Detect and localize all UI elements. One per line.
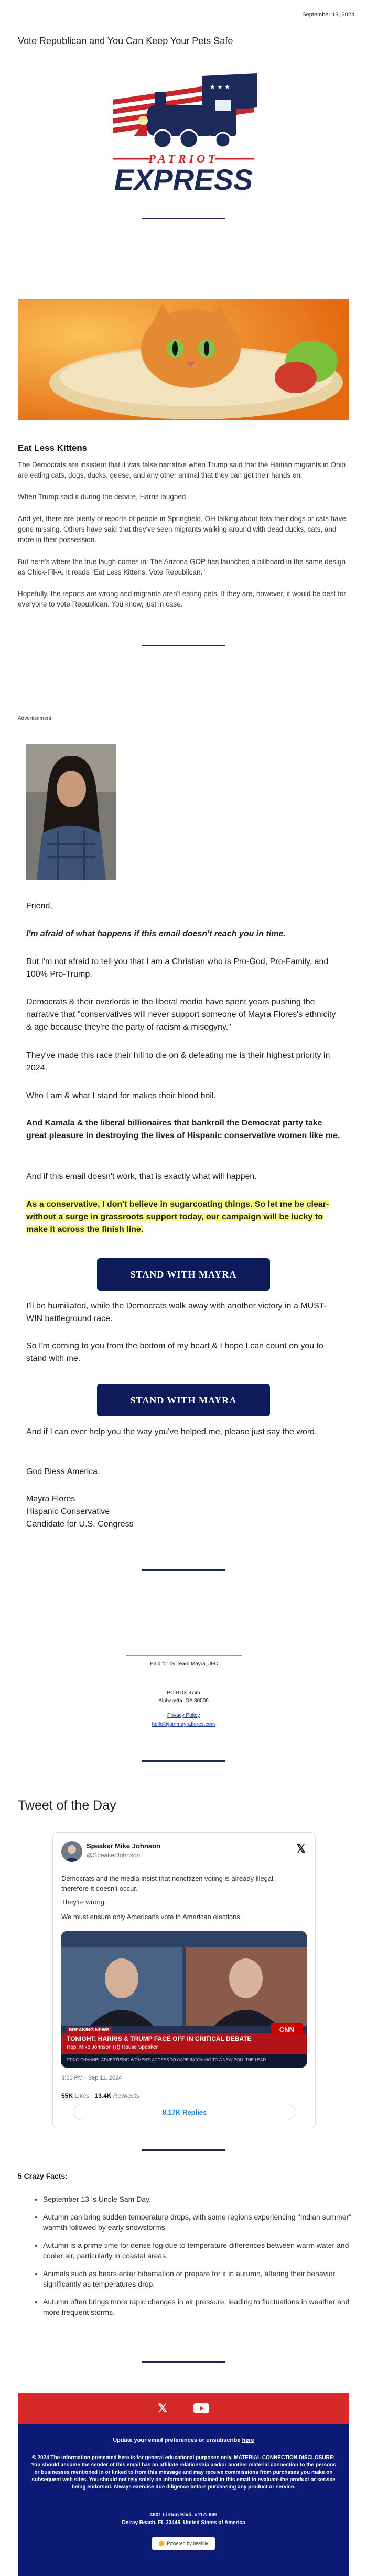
footer-address: 4801 Linton Blvd. #11A-636 — [149, 2512, 218, 2518]
letter-paragraph: So I'm coming to you from the bottom of my heart & I hope I can count on you to stand with me. — [26, 1341, 323, 1363]
article-paragraph: Hopefully, the reports are wrong and migrants aren't eating pets. If they are, however, it would be best for everyone to vote Republican. You know, just in case. — [18, 590, 346, 608]
signature-title: Candidate for U.S. Congress — [26, 1520, 134, 1529]
x-social-icon[interactable]: 𝕏 — [158, 2401, 167, 2415]
letter-paragraph: And if this email doesn't work, that is exactly what will happen. — [26, 1172, 257, 1181]
candidate-photo — [26, 744, 116, 880]
kitten-burrito-image — [18, 299, 349, 420]
list-item: • Autumn can bring sudden temperature drops, with some regions experiencing "Indian summer" warmth followed by early snowstorms. — [43, 2212, 363, 2233]
article-paragraph: And yet, there are plenty of reports of people in Springfield, OH talking about how their dogs or cats have gone missing. Others have said that they've seen migrants walking around with dead ducks, cats, and more in their possession. — [18, 515, 346, 544]
article-title: Eat Less Kittens — [18, 443, 88, 453]
divider — [142, 2361, 225, 2363]
x-logo-icon[interactable]: 𝕏 — [296, 1842, 306, 1855]
article-paragraph: The Democrats are insistent that it was false narrative when Trump said that the Haitian migrants in Ohio are eating cats, dogs, ducks, geese, and any other animal that they can get their hands on. — [18, 461, 346, 479]
svg-text:★ ★ ★: ★ ★ ★ — [210, 83, 230, 91]
highlighted-text: As a conservative, I don't believe in sugarcoating things. So let me be clear- without a surge in grassroots support today, our campaign will be lucky to make it across the finish line. — [26, 1200, 329, 1234]
signature-name: Mayra Flores — [26, 1495, 75, 1503]
letter-paragraph: And if I can ever help you the way you've helped me, please just say the word. — [26, 1427, 317, 1436]
email-row — [0, 1720, 367, 1728]
letter-paragraph: But I'm not afraid to tell you that I am a Christian who is Pro-God, Pro-Family, and 100% Pro-Trump. — [26, 957, 329, 979]
divider — [142, 218, 225, 219]
divider — [142, 2149, 225, 2151]
breaking-news-label: BREAKING NEWS — [67, 2027, 112, 2033]
logo-top-text: PATRIOT — [148, 152, 219, 165]
mailing-address: PO BOX 3745 — [167, 1690, 200, 1696]
powered-by-text: Powered by beehiiv — [167, 2541, 208, 2546]
patriot-express-logo — [97, 68, 270, 197]
letter-fear-line: I'm afraid of what happens if this email doesn't reach you in time. — [26, 929, 286, 938]
embedded-tweet[interactable] — [52, 1832, 316, 2128]
tweet-handle[interactable]: @SpeakerJohnson — [87, 1852, 141, 1859]
tweet-section-title: Tweet of the Day — [18, 1798, 116, 1813]
footer — [18, 2393, 349, 2576]
divider — [142, 1760, 225, 1762]
contact-email-link[interactable]: hello@joinmayraflores.com — [152, 1722, 215, 1727]
tweet-text: They're wrong. — [61, 1898, 106, 1906]
letter-highlight-paragraph — [26, 1198, 341, 1236]
tweet-text: We must ensure only Americans vote in American elections. — [61, 1913, 242, 1921]
tweet-author-name[interactable]: Speaker Mike Johnson — [87, 1842, 160, 1850]
article-paragraph: When Trump said it during the debate, Harris laughed. — [18, 493, 188, 501]
tweet-timestamp[interactable]: 3:56 PM · Sep 11, 2024 — [61, 2075, 122, 2081]
signature-title: Hispanic Conservative — [26, 1507, 110, 1516]
mailing-address: Alpharetta, GA 30009 — [158, 1698, 209, 1704]
issue-date: September 13, 2024 — [302, 12, 354, 18]
letter-paragraph: Who I am & what I stand for makes their blood boil. — [26, 1091, 216, 1100]
email-headline: Vote Republican and You Can Keep Your Pets Safe — [18, 36, 233, 46]
list-item: • Autumn is a prime time for dense fog due to temperature differences between warm water and cooler air, particularly in coastal areas. — [43, 2240, 363, 2261]
train-logo-icon — [97, 68, 270, 197]
letter-paragraph: They've made this race their hill to die on & defeating me is their highest priority in 2024. — [26, 1051, 330, 1073]
privacy-row — [0, 1712, 367, 1719]
tweet-text: Democrats and the media insist that noncitizen voting is already illegal, therefore it doesn't occur. — [61, 1875, 275, 1892]
unsubscribe-link[interactable]: here — [242, 2437, 254, 2443]
list-item: • Animals such as bears enter hibernation or prepare for it in autumn, altering their behavior significantly as temperatures drop. — [43, 2268, 363, 2289]
facts-title: 5 Crazy Facts: — [18, 2172, 68, 2180]
cnn-subtitle: Rep. Mike Johnson (R) House Speaker — [67, 2044, 158, 2050]
likes-count: 55K — [61, 2092, 73, 2099]
letter-closing: God Bless America, — [26, 1467, 100, 1476]
facts-list — [26, 2194, 363, 2325]
list-item: • Autumn often brings more rapid changes in air pressure, leading to fluctuations in weather and more frequent storms. — [43, 2297, 363, 2318]
stand-with-mayra-button[interactable]: STAND WITH MAYRA — [97, 1258, 270, 1291]
list-item: • September 13 is Uncle Sam Day. — [43, 2194, 363, 2204]
stand-with-mayra-button[interactable]: STAND WITH MAYRA — [97, 1384, 270, 1416]
divider — [142, 1569, 225, 1571]
retweets-count: 13.4K — [94, 2092, 112, 2099]
tweet-video-image[interactable] — [61, 1931, 307, 2068]
tweet-stats — [61, 2092, 139, 2099]
youtube-icon[interactable] — [193, 2403, 209, 2413]
powered-by-beehiiv-badge[interactable] — [152, 2537, 215, 2550]
replies-button[interactable]: 8.17K Replies — [74, 2104, 295, 2120]
social-strip — [18, 2393, 349, 2424]
cnn-ticker: FTING CHANNEL ADVERTISING WOMEN'S ACCESS TO CARE INCOMING TO A NEW POLL THE LEAD — [67, 2058, 266, 2062]
likes-label: Likes — [74, 2092, 90, 2099]
article-paragraph: But here's where the true laugh comes in: The Arizona GOP has launched a billboard in the same design as Chick-Fil-A. It reads "Eat Less Kittens. Vote Republican." — [18, 558, 346, 576]
update-preferences-text: Update your email preferences or unsubscribe — [113, 2437, 241, 2443]
advertisement-label: Advertisement — [18, 716, 51, 721]
beehiiv-icon — [159, 2541, 164, 2546]
letter-greeting: Friend, — [26, 902, 52, 911]
cnn-banner-text: TONIGHT: HARRIS & TRUMP FACE OFF IN CRITICAL DEBATE — [67, 2035, 252, 2042]
paid-for-box: Paid for by Team Mayra, JFC — [126, 1655, 242, 1672]
avatar — [61, 1841, 82, 1862]
letter-paragraph: Democrats & their overlords in the liberal media have spent years pushing the narrative that "conservatives will never support someone of Mayra Flores's ethnicity & age because they're the party of racism & misogyny." — [26, 998, 336, 1032]
letter-paragraph: I'll be humiliated, while the Democrats walk away with another victory in a MUST-WIN battleground race. — [26, 1302, 327, 1323]
logo-bottom-text: EXPRESS — [114, 163, 253, 196]
update-preferences-row — [18, 2437, 349, 2443]
disclaimer-text: © 2024 The information presented here is for general educational purposes only. MATERIAL CONNECTION DISCLOSURE: You should assume the sender of this email has an affiliate relationship and/or another material connection to the persons or businesses mentioned in or linked to from this message and may receive commissions from purchases you make on subsequent web sites. You should not rely solely on information contained in this email to evaluate the product or service being endorsed. Always exercise due diligence before purchasing any product or service. — [31, 2455, 336, 2490]
svg-text:CNN: CNN — [279, 2026, 295, 2033]
privacy-policy-link[interactable]: Privacy Policy — [167, 1713, 200, 1718]
footer-address: Delray Beach, FL 33445, United States of America — [122, 2520, 245, 2526]
divider — [142, 645, 225, 646]
retweets-label: Retweets — [113, 2092, 139, 2099]
letter-paragraph: And Kamala & the liberal billionaires that bankroll the Democrat party take great pleasure in destroying the lives of Hispanic conservative women like me. — [26, 1119, 340, 1140]
